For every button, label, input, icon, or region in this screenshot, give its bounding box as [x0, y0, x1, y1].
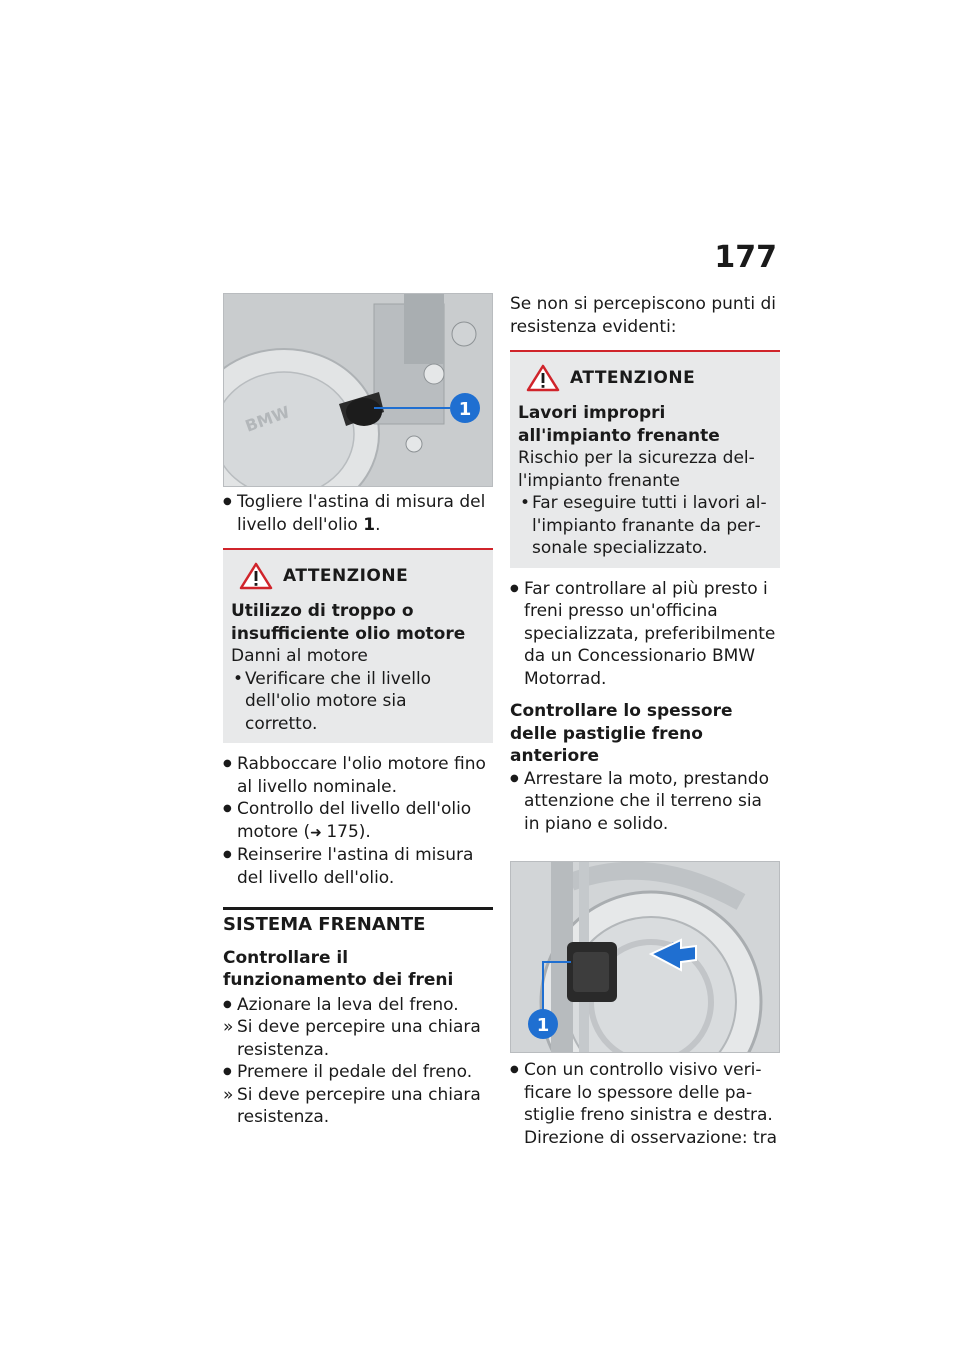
subheading-brake-function: Controllare il funzionamento dei freni — [223, 947, 454, 990]
warning-triangle-icon — [239, 562, 273, 590]
engine-oil-dipstick-figure — [223, 293, 493, 487]
arrow-reference-icon: ➜ — [310, 824, 327, 841]
warning-headline: Utilizzo di troppo o insufficiente olio motore — [231, 601, 466, 644]
engine-illustration — [224, 294, 492, 486]
step-visual-check-pads: ● Con un controllo visivo verificare lo spessore delle pastiglie freno sinistra e destra. Direzione di osservazione: tra — [510, 1059, 780, 1149]
warning-title: ATTENZIONE — [570, 367, 696, 388]
intro-text: Se non si percepiscono punti di resistenza evidenti: — [510, 294, 777, 337]
page-number: 177 — [714, 240, 777, 275]
step-remove-dipstick: ● Togliere l'astina di misura del livello dell'olio 1. — [223, 491, 493, 536]
warning-consequence: Danni al motore — [231, 646, 368, 666]
step-top-up-oil: ● Rabboccare l'olio motore fino al livello nominale. — [223, 753, 493, 798]
warning-box-oil — [223, 548, 493, 743]
warning-box-brakes — [510, 350, 780, 568]
step-workshop-check: ● Far controllare al più presto i freni presso un'officina specializzata, preferibilmente da un Concessionario BMW Motorrad. — [510, 578, 780, 691]
figure2-callout: 1 — [536, 1015, 550, 1036]
step-reinsert-dipstick: ● Reinserire l'astina di misura del livello dell'olio. — [223, 844, 493, 889]
warning-triangle-icon — [526, 364, 560, 392]
step-check-oil-level: ● Controllo del livello dell'olio motore (➜ 175). — [223, 798, 493, 844]
list-item: » Si deve percepire una chiara resistenza. — [223, 1084, 493, 1129]
warning-headline: Lavori impropri all'impianto frenante — [518, 403, 720, 446]
list-item: ● Premere il pedale del freno. — [223, 1061, 493, 1084]
warning-consequence: Rischio per la sicurezza dell'impianto frenante — [518, 448, 755, 491]
brake-check-list — [223, 994, 493, 1129]
subheading-brake-pads: Controllare lo spessore delle pastiglie freno anteriore — [510, 701, 733, 766]
right-column — [510, 293, 780, 1149]
left-column — [223, 293, 493, 1129]
warning-action: • Far eseguire tutti i lavori all'impianto franante da personale specializzato. — [518, 492, 770, 560]
figure1-callout: 1 — [458, 399, 472, 420]
front-brake-figure — [510, 861, 780, 1053]
warning-action: • Verificare che il livello dell'olio motore sia corretto. — [231, 668, 483, 736]
bmw-logo-text: BMW — [242, 402, 293, 436]
list-item: ● Azionare la leva del freno. — [223, 994, 493, 1017]
warning-title: ATTENZIONE — [283, 565, 409, 586]
section-title: SISTEMA FRENANTE — [223, 907, 493, 937]
list-item: » Si deve percepire una chiara resistenza. — [223, 1016, 493, 1061]
step-park-bike: ● Arrestare la moto, prestando attenzione che il terreno sia in piano e solido. — [510, 768, 780, 836]
front-wheel-illustration — [511, 862, 779, 1052]
